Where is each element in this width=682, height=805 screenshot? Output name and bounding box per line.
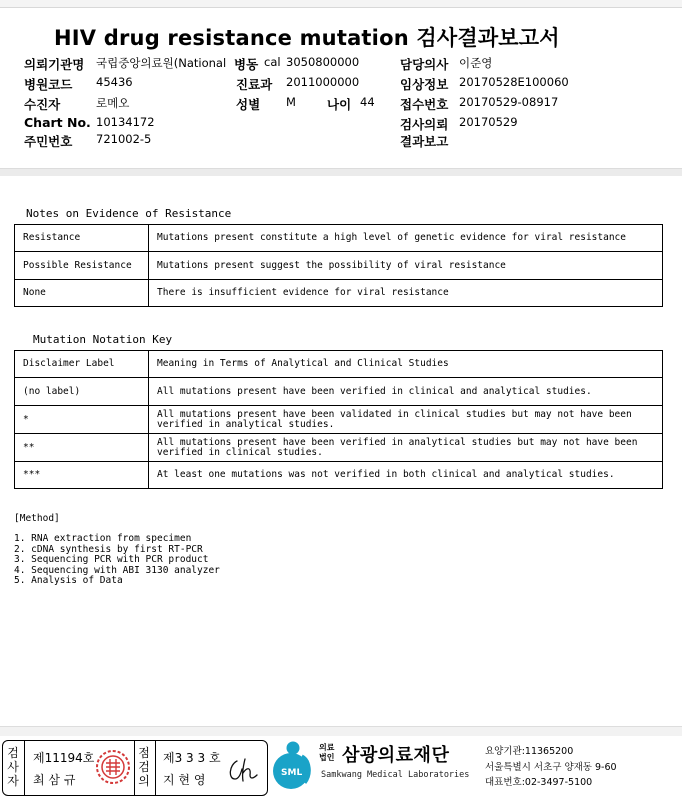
method-list <box>14 534 220 587</box>
receipt-label: 접수번호 <box>400 97 449 112</box>
receipt-value: 20170529-08917 <box>459 95 559 109</box>
notation-label-cell: ** <box>15 434 149 462</box>
organization-name: 삼광의료재단 <box>342 745 450 766</box>
doctor-label: 담당의사 <box>400 57 449 72</box>
table-row <box>15 462 663 489</box>
reviewer-license-no: 제3 3 3 호 <box>163 751 221 765</box>
table-row <box>15 378 663 406</box>
notation-label-cell: * <box>15 406 149 434</box>
list-item: 5. Analysis of Data <box>14 575 123 586</box>
request-value: 20170529 <box>459 115 518 129</box>
table-row <box>15 406 663 434</box>
notation-text-cell: All mutations present have been verified in clinical and analytical studies. <box>149 378 663 406</box>
hospital-code-label: 병원코드 <box>24 77 73 92</box>
ward-label: 병동 <box>234 57 259 72</box>
examiner-vertical-label <box>5 746 21 788</box>
sml-logo-icon <box>272 740 318 792</box>
notation-text-cell: Meaning in Terms of Analytical and Clinical Studies <box>149 351 663 378</box>
table-row <box>15 434 663 462</box>
report-date-label: 결과보고 <box>400 134 449 149</box>
notation-section-title: Mutation Notation Key <box>33 333 173 346</box>
divider <box>134 741 135 795</box>
report-title: HIV drug resistance mutation 검사결과보고서 <box>54 26 560 50</box>
ward-value: cal <box>264 55 281 69</box>
organization-english-name: Samkwang Medical Laboratories <box>321 770 470 780</box>
chart-no-value: 10134172 <box>96 115 155 129</box>
resident-no-value: 721002-5 <box>96 132 152 146</box>
logo-text: SML <box>281 768 303 778</box>
table-row <box>15 225 663 252</box>
evidence-section-title: Notes on Evidence of Resistance <box>26 207 232 220</box>
top-frame-border <box>0 0 682 8</box>
method-title: [Method] <box>14 513 60 524</box>
notation-text-cell: At least one mutations was not verified in both clinical and analytical studies. <box>149 462 663 489</box>
notation-text-cell: All mutations present have been validated in clinical studies but may not have been verified in analytical studies. <box>149 406 663 434</box>
table-row <box>15 252 663 280</box>
ward-code: 3050800000 <box>286 55 360 69</box>
dept-value: 2011000000 <box>286 75 360 89</box>
notation-label-cell: Disclaimer Label <box>15 351 149 378</box>
chart-no-label: Chart No. <box>24 115 91 130</box>
hospital-code-value: 45436 <box>96 75 133 89</box>
notation-table <box>14 350 663 489</box>
list-item: 1. RNA extraction from specimen <box>14 533 192 544</box>
evidence-label-cell: Resistance <box>15 225 149 252</box>
list-item: 4. Sequencing with ABI 3130 analyzer <box>14 564 220 576</box>
reviewer-label: 점검의 <box>138 746 150 788</box>
notation-label-cell: *** <box>15 462 149 489</box>
evidence-table <box>14 224 663 307</box>
org-phone: 대표번호:02-3497-5100 <box>485 777 593 788</box>
signature-box <box>2 740 268 796</box>
clinical-label: 임상정보 <box>400 77 449 92</box>
request-label: 검사의뢰 <box>400 117 449 132</box>
institution-label: 의뢰기관명 <box>24 57 85 72</box>
table-row <box>15 280 663 307</box>
sex-value: M <box>286 95 296 109</box>
examiner-license-no: 제11194호 <box>33 751 95 765</box>
divider <box>155 741 156 795</box>
reviewer-signature <box>225 755 261 785</box>
institution-value: 국립중앙의료원(National <box>96 56 227 70</box>
age-value: 44 <box>360 95 375 109</box>
clinical-value: 20170528E100060 <box>459 75 569 89</box>
evidence-label-cell: None <box>15 280 149 307</box>
org-facility-code: 요양기관:11365200 <box>485 746 574 757</box>
examiner-name: 최 삼 규 <box>33 773 76 787</box>
notation-text-cell: All mutations present have been verified in analytical studies but may not have been verified in clinical studies. <box>149 434 663 462</box>
evidence-text-cell: There is insufficient evidence for viral resistance <box>149 280 663 307</box>
header-divider <box>0 168 682 176</box>
list-item: 2. cDNA synthesis by first RT-PCR <box>14 543 203 555</box>
resident-no-label: 주민번호 <box>24 134 73 149</box>
notation-label-cell: (no label) <box>15 378 149 406</box>
sex-label: 성별 <box>236 97 261 112</box>
divider <box>24 741 25 795</box>
org-prefix-bottom: 법인 <box>319 753 335 762</box>
doctor-value: 이준영 <box>459 56 493 70</box>
org-prefix <box>319 743 334 763</box>
dept-label: 진료과 <box>236 77 273 92</box>
evidence-text-cell: Mutations present constitute a high level of genetic evidence for viral resistance <box>149 225 663 252</box>
patient-value: 로메오 <box>96 96 130 110</box>
examiner-seal-stamp <box>95 749 131 785</box>
evidence-text-cell: Mutations present suggest the possibility of viral resistance <box>149 252 663 280</box>
reviewer-vertical-label <box>136 746 152 788</box>
age-label: 나이 <box>327 97 352 112</box>
list-item: 3. Sequencing PCR with PCR product <box>14 554 209 565</box>
evidence-label-cell: Possible Resistance <box>15 252 149 280</box>
patient-label: 수진자 <box>24 97 61 112</box>
org-address: 서울특별시 서초구 양재동 9-60 <box>485 762 617 773</box>
reviewer-name: 지 현 영 <box>163 773 206 787</box>
footer-divider <box>0 726 682 736</box>
examiner-label: 검사자 <box>7 746 19 788</box>
org-prefix-top: 의료 <box>319 743 335 752</box>
table-row <box>15 351 663 378</box>
